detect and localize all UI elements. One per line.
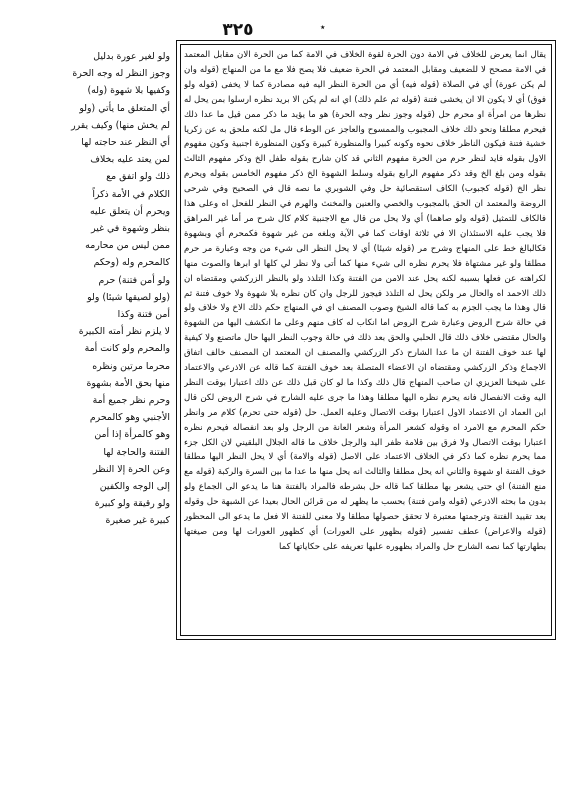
main-text-block [184,48,546,630]
margin-line: كالمحرم وله (وحكم [93,257,170,269]
margin-line: (ولو لصيقها شيئا) ولو [87,291,170,303]
margin-line: لا يلزم نظر أمته الكبيرة [78,326,170,338]
margin-line: لم يخش منها) وكيف يقرر [71,119,170,131]
margin-line: لمن يعتد عليه بخلاف [90,154,170,166]
margin-line: كبيرة غير صغيرة [105,515,170,527]
margin-line: الكلام في الأمة ذكراً [92,188,170,200]
margin-line: والمحرم ولو كانت أمة [84,343,170,355]
page-number: ٣٢٥ [222,20,254,40]
margin-line: ويحرم أن يتعلق عليه [89,205,170,217]
margin-line: ولو أمن فتنة) حرم [98,274,170,286]
margin-line: ولو رقيقة ولو كبيرة [94,498,170,510]
margin-line: منها بحق الأمة بشهوة [86,377,170,389]
margin-line: الفتنة والحاجة لها [103,446,170,458]
page-top-mark: ٭ [320,22,326,33]
margin-line: إلى الوجه والكفين [99,481,170,493]
margin-line: وجوز النظر له وجه الحرة [72,68,170,80]
margin-line: وحرم نظر جميع أمة [92,395,170,407]
margin-line: بنظر وشهوة في غير [91,223,170,235]
margin-line: ذلك ولو اتفق مع [106,171,170,183]
margin-line: الأجنبي وهو كالمحرم [89,412,170,424]
margin-line: أمن فتنة وكذا [117,309,170,321]
margin-line: ولو لغير عورة بدليل [93,51,170,62]
margin-text-column [10,48,170,568]
margin-line: وعن الحرة إلا النظر [93,463,170,475]
margin-line: ممن ليس من محارمه [85,240,170,252]
main-text-body: يقال انما يعرض للخلاف في الامة دون الحرة لقوة الخلاف في الامة كما من الحرة الان مقابل المعتمد في الامة مصحح لا للضعيف ومقابل المعتمد في الحرة ضعيف فلا يصح فلا مع ما من المنهاج (قوله وان لم يكن عورة) أي في الصلاة (قوله فيه) أي من الحرة النظر اليه فيه مصادرة كما لا يخفى (قوله ولو فوق) أي لا يكون الا ان يخشى فتنة (قوله ثم علم ذلك) اي انه لم يكن الا بريد نظره ارسلوا بمن يحل له نظرها من امرأة او محرم حل (قوله وجوز نظر وجه الحرة) هو ما يؤيد ما ذكر ممن قيل ما عدا ذلك فيحرم مطلقا ونحو ذلك خلاف المجبوب والممسوح والعاجز عن الوطء قال مل لكنه ملحق به عن زكريا خشية فتنة فيكون الناظر خلاف نحوه وكونه كبيرا والمنظورة كبيرة وكون المنظورة اجنبية وكون مفهوم الاول بقوله فايد لنظر حرم من الحرة مفهوم الثاني قد كان شارح بقوله طفل الخ وذكر مفهوم الثالث بقوله ومن بلغ الخ وقد ذكر مفهوم الرابع بقوله وسلط الشهوة الخ ذكر مفهوم الخامس بقوله ويحرم نظر الخ (قوله كجبوب) الكاف استقصائية حل وفي الشوبري ما نصه قال في الصحيح وفي شرحى الروضة والمعتمد ان الحق بالمجبوب والخصي والعنين والمخنث والهرم في النظر للفحل اه وعلى هذا فالكاف للتمثيل (قوله ولو صاهما) أي ولا يحل من قال مع الاجنبية كلام كال شرح مر أما غير المراهق فلا يجب عليه الاستئذان الا في ثلاثة اوقات كما في الآية وبلغه من غير شهوة فكمحرم أي وبشهوة فكالبالغ خط على المنهاج وشرح مر (قوله شيئا) أي لا يحل النظر الى شيء من وجه وعبارة مر حرم مطلقا ولو غير مشتهاة فلا يحرم نظره الى شيء منها كما أتى ولا نظر لي كلها او ابرها والصوت منها لكراهته عن فعلها بسببه لكنه يحل عند الامن من الفتنة وكذا التلذذ ولو بالنظر الزركشي ومقتضاه ان ذلك الاحمد اه والحال مر ولكن يحل له التلذذ فيجوز للرجل وان كان نظره بلا شهوة ولا خوف فتنة ثم قال وهذا ما يجب الجزم به كما قاله الشيخ وصوب المصنف اي في المنهاج حكم ذلك الاخ ولا خلاف ولو في حالة شرح الروض وعبارة شرح الروض اما انكاب له كاف منهم وعلى ما انكشف اليها من الشهوة والحال مقتضى خلاف ذلك قال الحلبي والحق بعد ذلك في حالة وجوب النظر اليها حال ماتصنع ولا كيفية لها عند خوف الفتنة ان ما عدا الشارح ذكر الزركشي والمصنف ان المعتمد ان المصنف خالف اتفاق الاجماع وذكر الزركشي ومقتضاه ان الاعضاء المتصلة بعد خوف الفتنة كما قاله عن الاذرعي والاعتماد على شيخنا العزيزي ان صاحب المنهاج قال ذلك وكذا ما لو كان قبل ذلك عن ذلك اعتبارا بوقت النظر اليه وقت الانفصال فانه يحرم نظره اليها مطلقا وهذا ما جرى عليه الشارح في شرح الروض لكن قال ابن العماد ان الاعتماد الاول اعتبارا بوقت الاتصال وعليه العمل. حل (قوله حتى تحرم) كلام مر وانظر حكم المحرم مع الامرد اه وقوله كشعر المرأة وشعر العانة من الرجل ولو بعد انفصاله فيحرم نظره اعتبارا بوقت الاتصال ولا فرق بين قلامة ظفر اليد والرجل خلاف ما قاله الجلال البلقيني لان الكل جزء مما يحرم نظره كما ذكر في الخلاف الاعتماد على الاصل (قوله والامة) أي لا يحل النظر اليها مطلقا خوف الفتنة او شهوة والثاني انه يحل مطلقا والثالث انه يحل منها ما عدا ما بين السرة والركبة (قوله مع منع الفتنة) اي حتى يشعر بها مطلقا كما قاله حل بشرطه فالمراد بالفتنة هنا ما يدعو الى الجماع ولو بدون ما بحثه الاذرعي (قوله وامن فتنة) بحسب ما يظهر له من قرائن الحال بعيدا عن الشبهة حل وقوله بعد تقييد الفتنة وترجمتها معتبرة لا تحقق حصولها مطلقا ولا معنى للفتنة الا فعل ما يدعو الى المحظور (قوله والاعراض) عطف تفسير (قوله بظهور على العورات) أي كظهور العورات لها ومن صيغتها بطهارتها كما نصه الشارح حل والمراد بظهوره عليها تعريفه على حكاياتها كما [184,50,546,552]
margin-line: وكفيها بلا شهوة (وله) [87,85,170,97]
margin-line: أي النظر عند حاجته لها [81,137,170,149]
margin-line: وهو كالمرأة إذا أمن [94,429,170,441]
margin-line: محرما مرتين ونظره [92,360,170,372]
margin-line: أي المتعلق ما يأتي (ولو [79,102,170,114]
